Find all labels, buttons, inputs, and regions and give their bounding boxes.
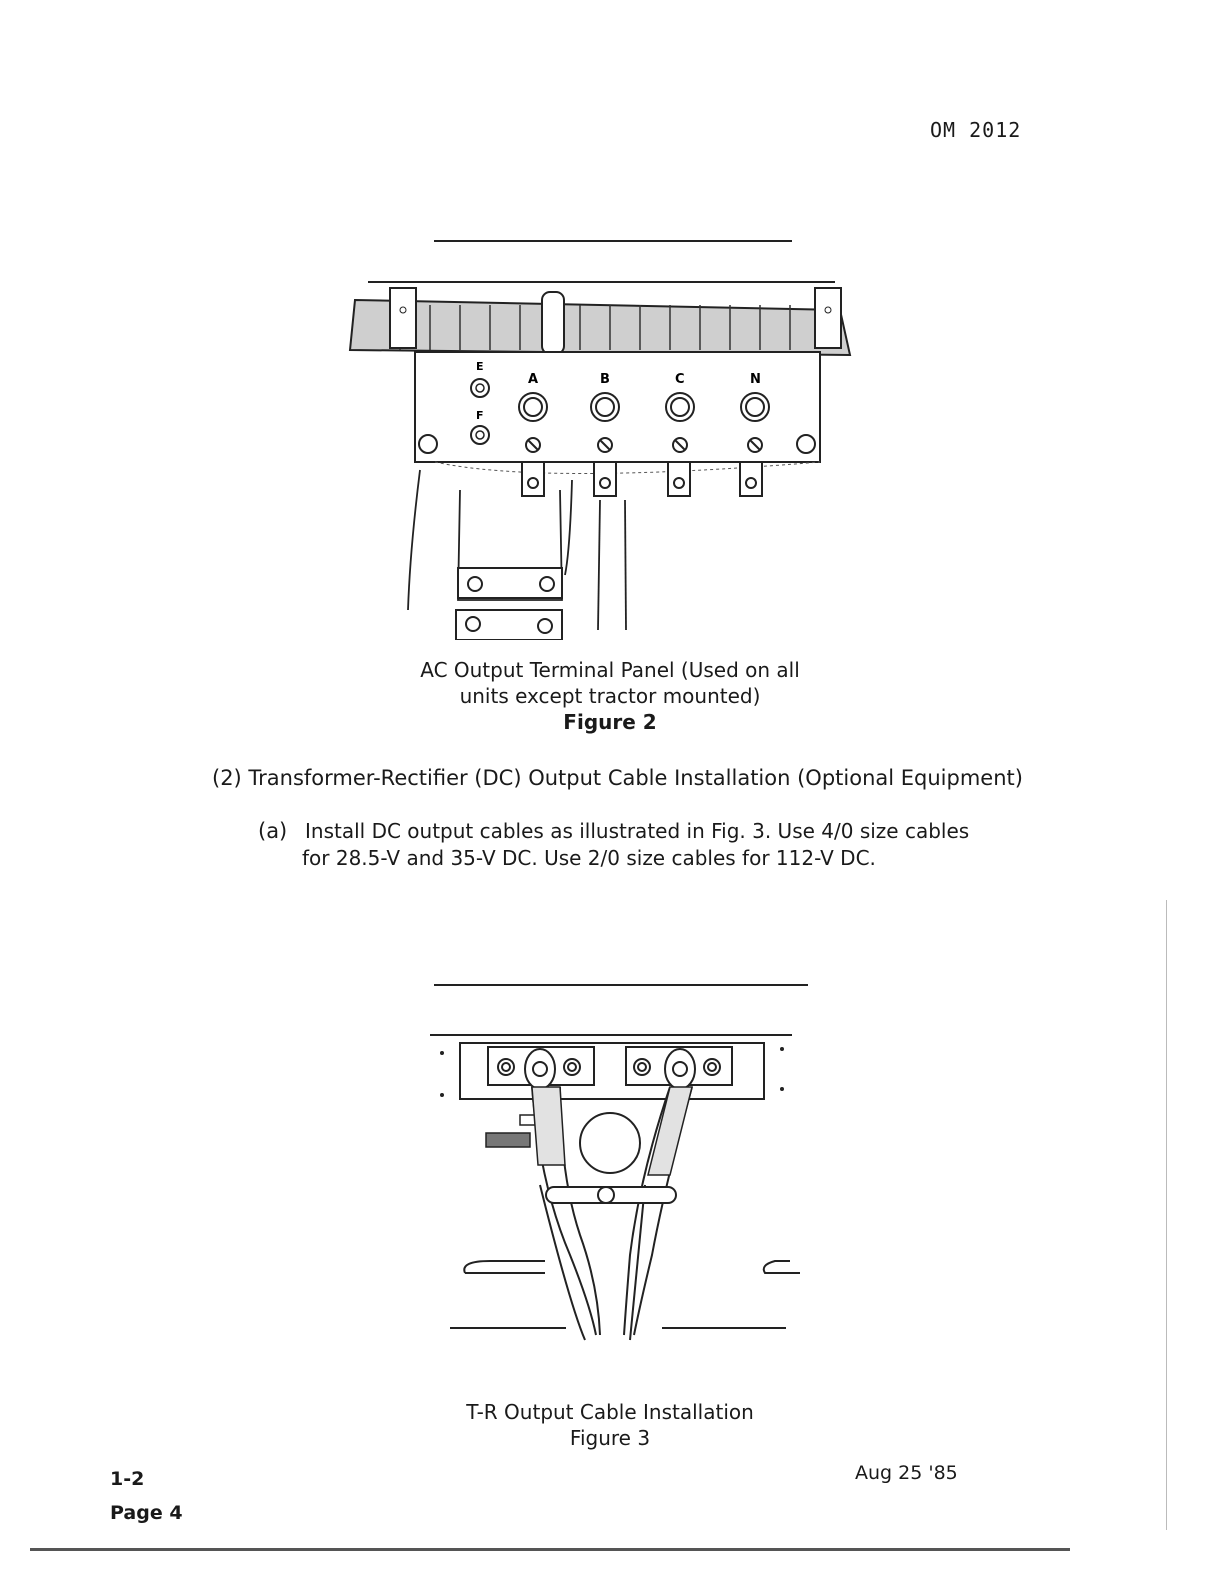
figure2-caption-label: Figure 2 [563,710,657,734]
terminal-label-f: F [476,409,484,422]
footer-page-number: Page 4 [110,1502,183,1524]
footer-section-number: 1-2 [110,1468,145,1490]
terminal-label-b: B [600,372,610,387]
ac-terminal-panel-illustration [340,270,860,640]
terminal-label-n: N [750,372,761,387]
item-a-marker: (a) [258,819,288,843]
figure3-top-rule [434,984,808,986]
terminal-label-a: A [528,372,539,387]
scan-right-edge [1166,900,1167,1530]
figure2-top-rule [434,240,792,242]
tr-output-cable-illustration [420,1025,800,1345]
terminal-label-e: E [476,360,484,373]
section2-heading: (2) Transformer-Rectifier (DC) Output Cable Installation (Optional Equipment) [212,766,1023,790]
terminal-label-c: C [675,372,685,387]
item-a-line1: Install DC output cables as illustrated in Fig. 3. Use 4/0 size cables [305,819,970,843]
figure2-caption-line2: units except tractor mounted) [459,684,761,708]
figure3-caption-line1: T-R Output Cable Installation [466,1400,754,1424]
document-id: OM 2012 [930,118,1022,142]
scan-bottom-edge [30,1548,1070,1551]
figure3-caption-label: Figure 3 [569,1426,651,1450]
item-a-line2: for 28.5-V and 35-V DC. Use 2/0 size cables for 112-V DC. [302,846,876,870]
figure2-caption-line1: AC Output Terminal Panel (Used on all [420,658,800,682]
footer-date: Aug 25 '85 [855,1462,958,1484]
